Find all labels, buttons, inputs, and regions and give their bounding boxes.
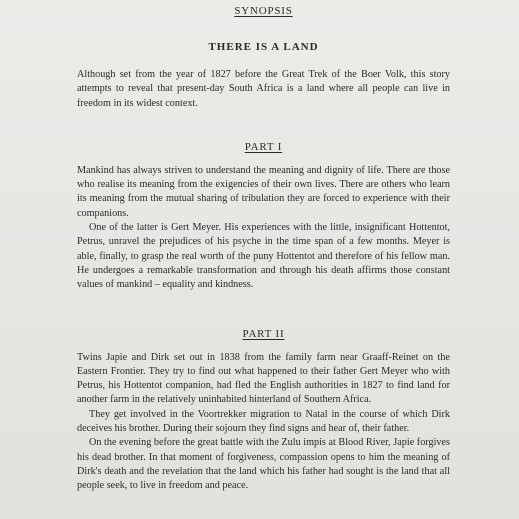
part2-body — [77, 351, 450, 494]
part1-paragraph: Mankind has always striven to understand the meaning and dignity of life. There are those who realise its meaning from the exigencies of their own lives. There are others who learn its meaning from the mutual sharing of tribulation they are forced to experience with their companions. — [77, 164, 450, 219]
part2-heading: PART II — [242, 327, 285, 340]
part2-paragraph: On the evening before the great battle with the Zulu impis at Blood River, Japie forgives his dead brother. In that moment of forgiveness, compassion opens to him the meaning of Dirk's death and the revelation that the land which his father had sought is the land that all people seek, to live in freedom and peace. — [77, 437, 450, 492]
part1-body — [77, 164, 450, 293]
part2-paragraph: Twins Japie and Dirk set out in 1838 from the family farm near Graaff-Reinet on the Eastern Frontier. They try to find out what happened to their father Gert Meyer who with Petrus, his Hottentot companion, had fled the English authorities in 1827 to find land for another farm in the relatively uninhabited hinterland of Southern Africa. — [77, 351, 450, 406]
synopsis-heading: SYNOPSIS — [234, 5, 293, 17]
part1-heading: PART I — [244, 140, 283, 153]
intro-paragraph: Although set from the year of 1827 before the Great Trek of the Boer Volk, this story attempts to reveal that present-day South Africa is a land where all people can live in freedom in its widest context. — [77, 69, 450, 109]
part1-paragraph: One of the latter is Gert Meyer. His experiences with the little, insignificant Hottentot, Petrus, unravel the prejudices of his psyche in the time span of a few months. Meyer is able, finally, to grasp the real worth of the puny Hottentot and therefore of his fellow man. He undergoes a remarkable transformation and through his death affirms those constant values of mankind – equality and kindness. — [77, 222, 450, 291]
part2-paragraph: They get involved in the Voortrekker migration to Natal in the course of which Dirk deceives his brother. During their sojourn they find signs and hear of, their father. — [77, 408, 450, 435]
book-title: THERE IS A LAND — [208, 41, 319, 53]
